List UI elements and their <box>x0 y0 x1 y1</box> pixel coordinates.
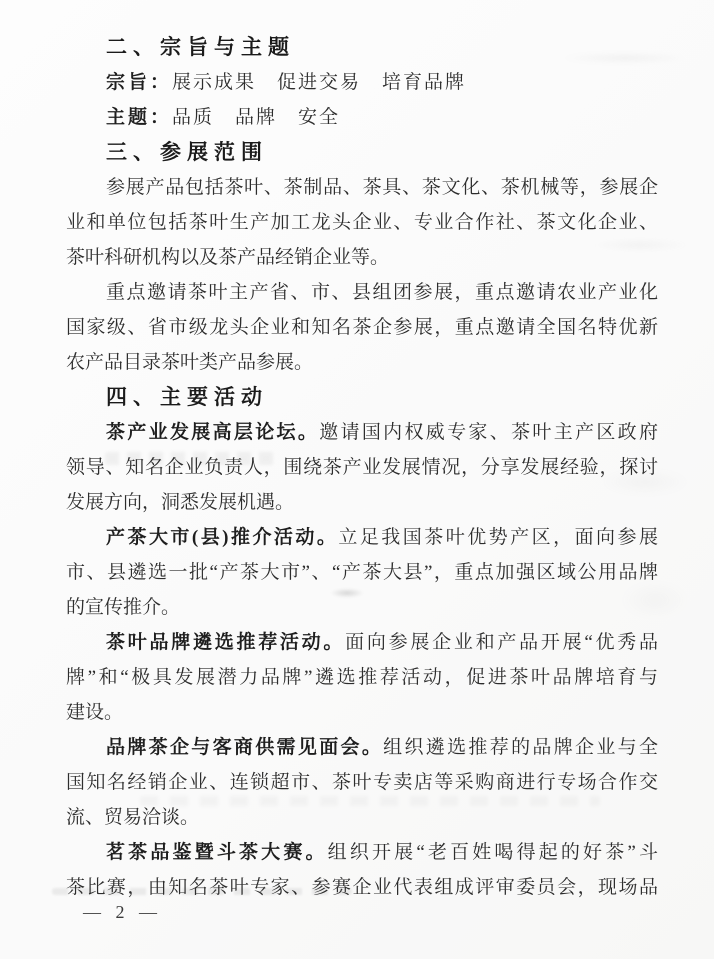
section-heading-purpose-theme <box>66 30 658 65</box>
body-text: 农产品目录茶叶类产品参展。 <box>66 352 314 373</box>
body-text: 茶比赛，由知名茶叶专家、参赛企业代表组成评审委员会，现场品 <box>66 877 658 898</box>
activity-forum-line <box>66 415 658 450</box>
activity-title: 茗茶品鉴暨斗茶大赛。 <box>106 842 328 863</box>
activity-title: 茶叶品牌遴选推荐活动。 <box>106 632 346 653</box>
body-text: 牌”和“极具发展潜力品牌”遴选推荐活动，促进茶叶品牌培育与 <box>66 667 658 688</box>
heading-text: 三、参展范围 <box>106 141 268 164</box>
activity-title: 茶产业发展高层论坛。 <box>106 422 320 443</box>
body-line <box>66 170 658 205</box>
body-line <box>66 870 658 905</box>
body-text: 流、贸易洽谈。 <box>66 807 200 828</box>
body-text: 市、县遴选一批“产茶大市”、“产茶大县”，重点加强区域公用品牌 <box>66 562 658 583</box>
theme-value: 品质 品牌 安全 <box>172 107 341 128</box>
purpose-value: 展示成果 促进交易 培育品牌 <box>172 72 467 93</box>
body-line <box>66 485 658 520</box>
body-text: 建设。 <box>66 702 124 723</box>
body-text: 国家级、省市级龙头企业和知名茶企参展，重点邀请全国名特优新 <box>66 317 658 338</box>
body-line <box>66 345 658 380</box>
body-text: 的宣传推介。 <box>66 597 181 618</box>
body-text: 组织遴选推荐的品牌企业与全 <box>383 737 658 758</box>
page-number-text: — 2 — <box>83 902 162 922</box>
body-line <box>66 275 658 310</box>
activity-brand-selection-line <box>66 625 658 660</box>
body-line <box>66 205 658 240</box>
theme-label: 主题： <box>106 107 173 128</box>
section-heading-main-activities <box>66 380 658 415</box>
body-text: 组织开展“老百姓喝得起的好茶”斗 <box>327 842 658 863</box>
body-line <box>66 695 658 730</box>
activity-meeting-line <box>66 730 658 765</box>
body-line <box>66 590 658 625</box>
body-text: 发展方向，洞悉发展机遇。 <box>66 492 295 513</box>
heading-text: 二、宗旨与主题 <box>106 36 295 59</box>
body-line <box>66 310 658 345</box>
body-text: 业和单位包括茶叶生产加工龙头企业、专业合作社、茶文化企业、 <box>66 212 658 233</box>
purpose-label: 宗旨： <box>106 72 173 93</box>
body-text: 立足我国茶叶优势产区，面向参展 <box>338 527 658 548</box>
activity-title: 品牌茶企与客商供需见面会。 <box>106 737 384 758</box>
section-heading-exhibition-scope <box>66 135 658 170</box>
activity-promotion-line <box>66 520 658 555</box>
body-line <box>66 660 658 695</box>
body-text: 参展产品包括茶叶、茶制品、茶具、茶文化、茶机械等，参展企 <box>106 177 658 198</box>
document-content <box>66 30 658 905</box>
body-line <box>66 800 658 835</box>
body-text: 邀请国内权威专家、茶叶主产区政府 <box>319 422 658 443</box>
theme-line <box>66 100 658 135</box>
heading-text: 四、主要活动 <box>106 386 268 409</box>
body-text: 面向参展企业和产品开展“优秀品 <box>345 632 658 653</box>
body-text: 国知名经销企业、连锁超市、茶叶专卖店等采购商进行专场合作交 <box>66 772 658 793</box>
body-text: 茶叶科研机构以及茶产品经销企业等。 <box>66 247 390 268</box>
page-number <box>83 902 162 923</box>
body-line <box>66 450 658 485</box>
body-line <box>66 555 658 590</box>
body-line <box>66 240 658 275</box>
body-text: 重点邀请茶叶主产省、市、县组团参展，重点邀请农业产业化 <box>106 282 658 303</box>
body-text: 领导、知名企业负责人，围绕茶产业发展情况，分享发展经验，探讨 <box>66 457 658 478</box>
activity-title: 产茶大市(县)推介活动。 <box>106 527 339 548</box>
purpose-line <box>66 65 658 100</box>
activity-tea-contest-line <box>66 835 658 870</box>
body-line <box>66 765 658 800</box>
